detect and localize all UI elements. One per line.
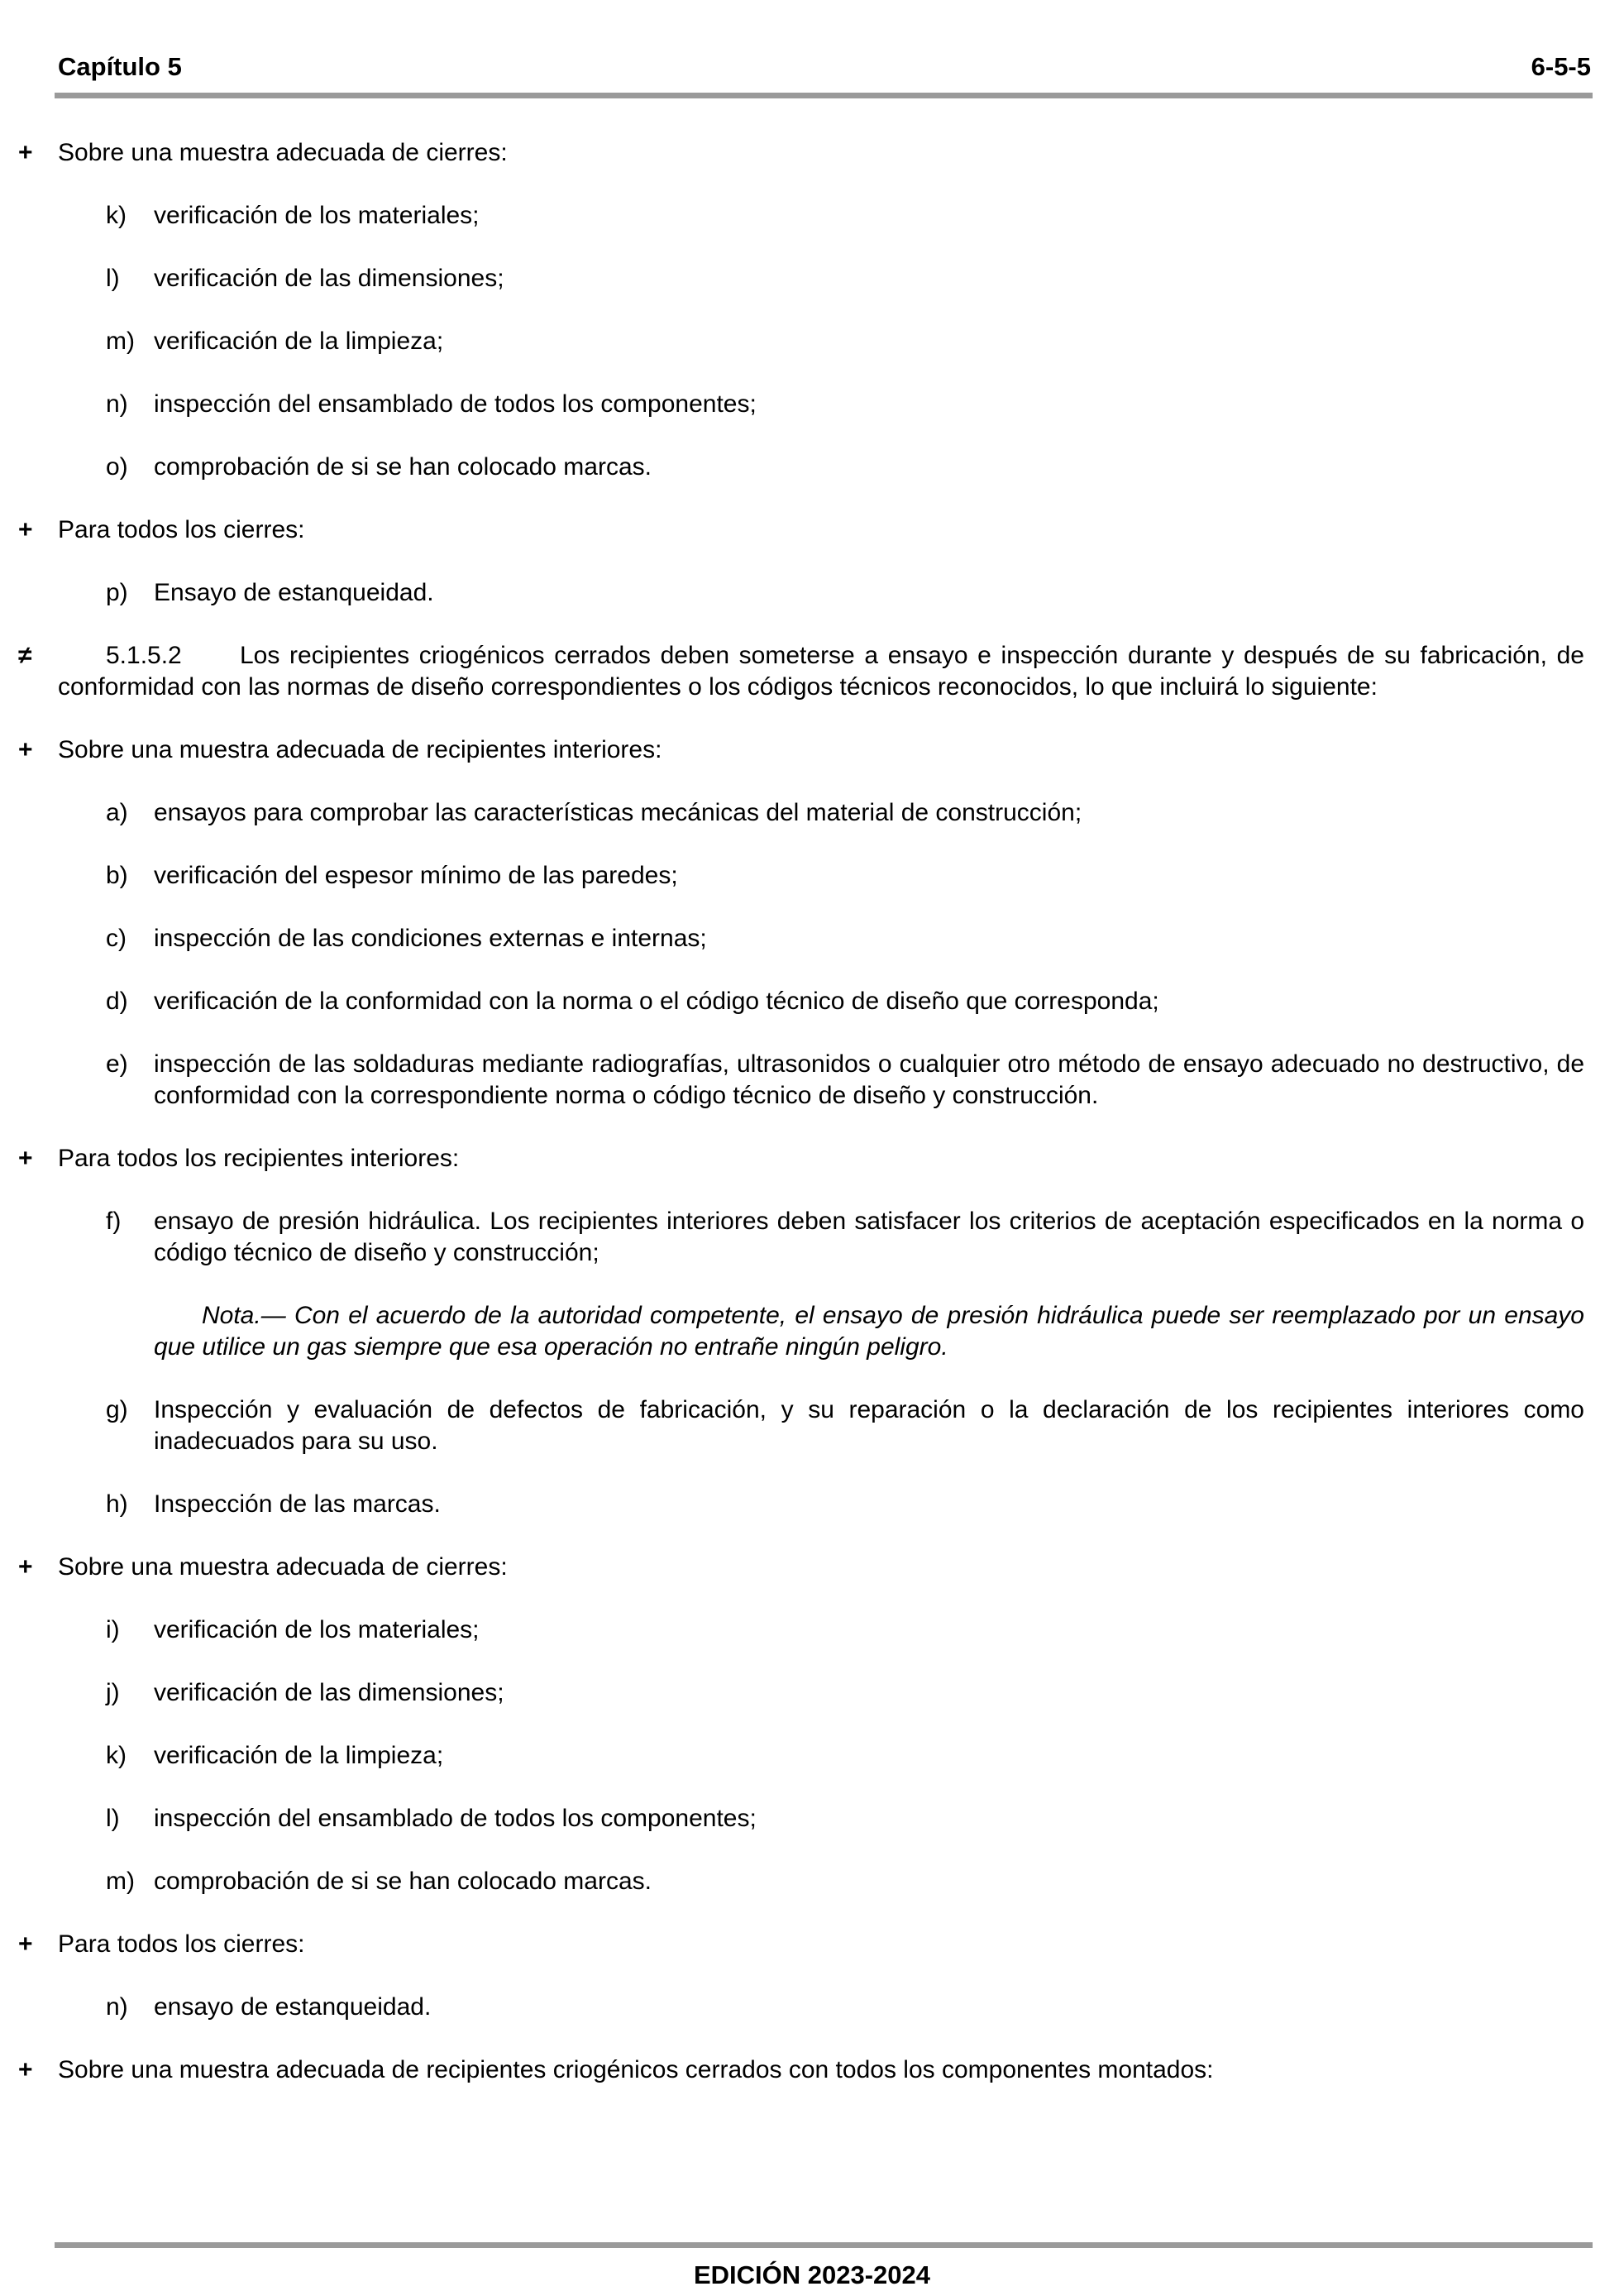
change-marker: + [18,139,33,166]
item-label: n) [106,390,128,418]
item-label: i) [106,1616,120,1643]
item-text: Ensayo de estanqueidad. [154,579,434,606]
list-item [106,263,1584,294]
item-text: inspección de las condiciones externas e internas; [154,925,707,952]
section-intro [0,2054,1624,2086]
item-text: verificación de la limpieza; [154,1742,444,1769]
item-label: g) [106,1396,128,1423]
item-label: h) [106,1490,128,1518]
item-label: o) [106,453,128,481]
change-marker: + [18,516,33,543]
list-item [106,389,1584,420]
item-label: e) [106,1050,128,1078]
item-label: p) [106,579,128,606]
intro-text: Sobre una muestra adecuada de recipientes interiores: [58,736,662,763]
intro-text: Sobre una muestra adecuada de cierres: [58,1553,508,1581]
item-text: verificación de las dimensiones; [154,265,504,292]
intro-text: Sobre una muestra adecuada de recipientes criogénicos cerrados con todos los componentes montados: [58,2056,1214,2083]
item-label: d) [106,988,128,1015]
item-text: verificación de la limpieza; [154,328,444,355]
item-label: b) [106,862,128,889]
list-item [106,452,1584,483]
section-intro [0,514,1624,546]
item-label: l) [106,265,120,292]
section-intro [0,137,1624,169]
item-text: inspección de las soldaduras mediante radiografías, ultrasonidos o cualquier otro método de ensayo adecuado no destructivo, de conformidad con la correspondiente norma o código técnico de diseño y construcción. [154,1050,1584,1109]
intro-text: Para todos los cierres: [58,1930,305,1958]
list-item [106,1803,1584,1834]
note-text: Nota.— Con el acuerdo de la autoridad competente, el ensayo de presión hidráulica puede ser reemplazado por un ensayo que utilice un gas siempre que esa operación no entrañe ningún peligro. [154,1302,1584,1361]
item-text: verificación de los materiales; [154,1616,480,1643]
change-marker: + [18,1145,33,1172]
list-item [106,577,1584,609]
footer-divider [55,2242,1593,2248]
change-marker: + [18,2056,33,2083]
item-label: m) [106,1868,135,1895]
item-text: inspección del ensamblado de todos los componentes; [154,390,757,418]
item-text: verificación de la conformidad con la norma o el código técnico de diseño que corresponda; [154,988,1159,1015]
item-label: n) [106,1993,128,2021]
item-label: l) [106,1805,120,1832]
change-marker: + [18,1553,33,1581]
item-label: f) [106,1208,122,1235]
list-item [106,1866,1584,1897]
change-marker: + [18,1930,33,1958]
item-text: ensayo de estanqueidad. [154,1993,432,2021]
intro-text: Para todos los recipientes interiores: [58,1145,460,1172]
list-item [106,1677,1584,1709]
chapter-title: Capítulo 5 [58,52,182,81]
intro-text: Para todos los cierres: [58,516,305,543]
item-text: comprobación de si se han colocado marcas. [154,1868,652,1895]
list-item [106,1992,1584,2023]
header-divider [55,93,1593,98]
item-label: j) [106,1679,120,1706]
section-intro [0,1929,1624,1960]
item-text: verificación de los materiales; [154,202,480,229]
list-item [106,326,1584,357]
list-item [106,1740,1584,1772]
edition-footer: EDICIÓN 2023-2024 [693,2260,931,2289]
section-intro [0,1143,1624,1174]
list-item [106,986,1584,1017]
item-label: c) [106,925,127,952]
list-item [106,1614,1584,1646]
item-text: Inspección y evaluación de defectos de fabricación, y su reparación o la declaración de los recipientes interiores como inadecuados para su uso. [154,1396,1584,1455]
numbered-paragraph [0,640,1624,703]
item-text: inspección del ensamblado de todos los componentes; [154,1805,757,1832]
list-item [106,1049,1584,1112]
item-label: k) [106,202,127,229]
list-item [106,797,1584,829]
list-item [106,923,1584,954]
paragraph-text: Los recipientes criogénicos cerrados deben someterse a ensayo e inspección durante y después de su fabricación, de conformidad con las normas de diseño correspondientes o los códigos técnicos reconocidos, lo que incluirá lo siguiente: [58,642,1584,701]
item-text: ensayos para comprobar las características mecánicas del material de construcción; [154,799,1082,826]
document-body [0,137,1624,2086]
page-number: 6-5-5 [1531,52,1591,81]
amendment-marker: ≠ [18,642,32,669]
paragraph-body [58,640,1584,703]
section-intro [0,734,1624,766]
change-marker: + [18,736,33,763]
list-item [106,200,1584,232]
item-text: Inspección de las marcas. [154,1490,441,1518]
note-paragraph [154,1300,1584,1363]
item-text: comprobación de si se han colocado marcas. [154,453,652,481]
item-text: verificación del espesor mínimo de las paredes; [154,862,678,889]
list-item [106,1206,1584,1269]
list-item [106,860,1584,892]
section-intro [0,1552,1624,1583]
item-label: a) [106,799,128,826]
list-item [106,1394,1584,1457]
item-label: k) [106,1742,127,1769]
list-item [106,1489,1584,1520]
intro-text: Sobre una muestra adecuada de cierres: [58,139,508,166]
paragraph-number: 5.1.5.2 [106,642,182,669]
page-header [58,48,1591,86]
item-text: verificación de las dimensiones; [154,1679,504,1706]
item-label: m) [106,328,135,355]
item-text: ensayo de presión hidráulica. Los recipientes interiores deben satisfacer los criterios de aceptación especificados en la norma o código técnico de diseño y construcción; [154,1208,1584,1266]
